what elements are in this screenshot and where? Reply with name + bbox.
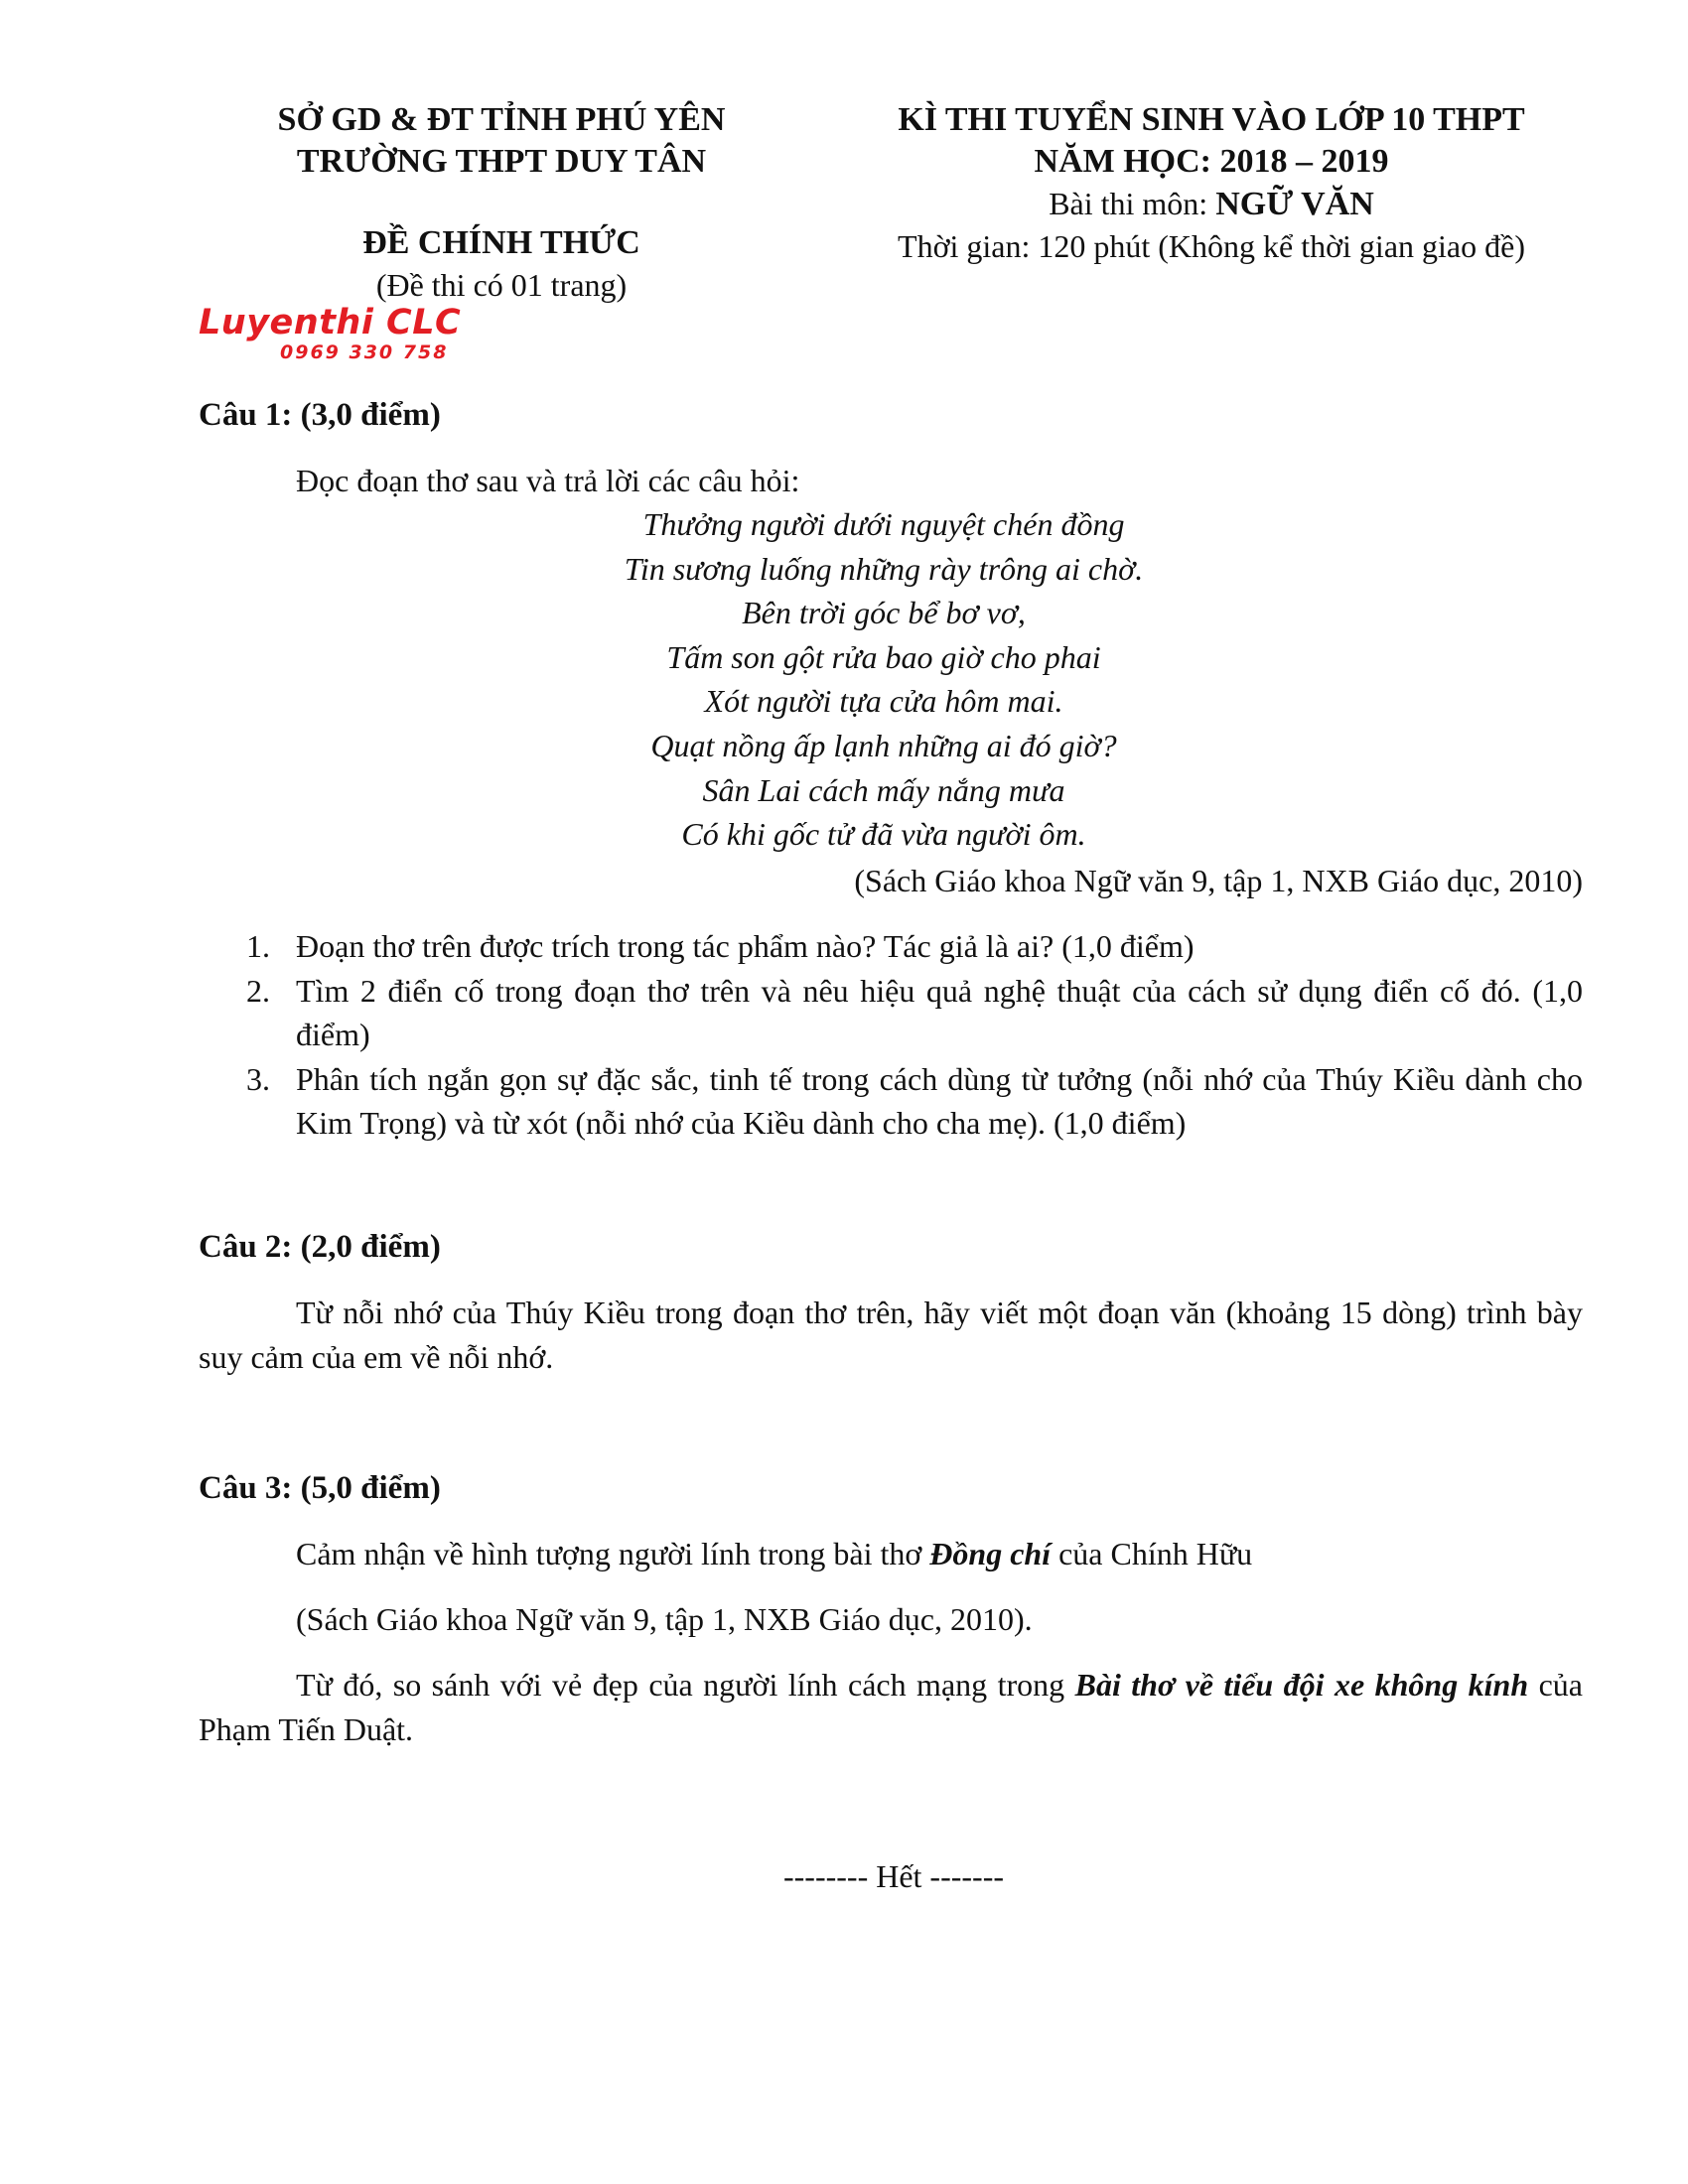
poem-line: Xót người tựa cửa hôm mai.	[704, 683, 1063, 720]
q3-line1	[296, 1532, 1583, 1576]
luyenthi-logo	[199, 305, 506, 364]
logo-phone: 0969 330 758	[280, 341, 449, 363]
q3-line3	[199, 1663, 1583, 1751]
exam-title: KÌ THI TUYỂN SINH VÀO LỚP 10 THPT	[898, 101, 1525, 138]
item-text: Tìm 2 điển cố trong đoạn thơ trên và nêu hiệu quả nghệ thuật của cách sử dụng điển cố đó. (1,0 điểm)	[296, 972, 1583, 1053]
item-number: 3.	[246, 1060, 270, 1097]
end-marker: -------- Hết -------	[782, 1858, 1005, 1894]
q1-poem	[298, 502, 1470, 857]
item-number: 2.	[246, 972, 270, 1009]
item-text: Đoạn thơ trên được trích trong tác phẩm nào? Tác giả là ai? (1,0 điểm)	[296, 928, 1195, 964]
poem-line: Thưởng người dưới nguyệt chén đồng	[642, 506, 1125, 542]
item-number: 1.	[246, 928, 270, 964]
poem-source: (Sách Giáo khoa Ngữ văn 9, tập 1, NXB Giáo dục, 2010)	[854, 863, 1583, 898]
q3-line1-pre: Cảm nhận về hình tượng người lính trong bài thơ	[296, 1536, 930, 1571]
subject-label: Bài thi môn:	[1049, 186, 1216, 221]
q3-line1-post: của Chính Hữu	[1051, 1536, 1253, 1571]
exam-time: Thời gian: 120 phút (Không kể thời gian giao đề)	[898, 228, 1525, 264]
header-left	[199, 99, 804, 183]
official-label: ĐỀ CHÍNH THỨC	[362, 224, 640, 261]
poem-line: Có khi gốc tử đã vừa người ôm.	[681, 816, 1086, 853]
logo-text: Luyenthi CLC	[199, 303, 462, 342]
poem-line: Tin sương luống những rày trông ai chờ.	[624, 550, 1144, 587]
poem-line: Quạt nồng ấp lạnh những ai đó giờ?	[650, 727, 1117, 763]
department-name: SỞ GD & ĐT TỈNH PHÚ YÊN	[277, 101, 726, 138]
item-text: Phân tích ngắn gọn sự đặc sắc, tinh tế trong cách dùng từ tưởng (nỗi nhớ của Thúy Kiều dành cho Kim Trọng) và từ xót (nỗi nhớ của Kiều dành cho cha mẹ). (1,0 điểm)	[296, 1060, 1583, 1142]
q1-item-list	[246, 924, 1583, 1153]
subject-name: NGỮ VĂN	[1215, 186, 1374, 222]
subject-line	[834, 183, 1589, 225]
poem-line: Bên trời góc bể bơ vơ,	[742, 595, 1026, 631]
q1-heading: Câu 1: (3,0 điểm)	[199, 397, 441, 433]
q3-line3-post: của Phạm Tiến Duật.	[199, 1667, 1584, 1747]
poem-line: Sân Lai cách mấy nắng mưa	[702, 771, 1065, 808]
q2-text: Từ nỗi nhớ của Thúy Kiều trong đoạn thơ trên, hãy viết một đoạn văn (khoảng 15 dòng) trình bày suy cảm của em về nỗi nhớ.	[199, 1295, 1583, 1375]
q3-poem-title-2: Bài thơ về tiểu đội xe không kính	[1074, 1667, 1529, 1703]
q1-intro: Đọc đoạn thơ sau và trả lời các câu hỏi:	[296, 463, 800, 498]
poem-line: Tấm son gột rửa bao giờ cho phai	[666, 638, 1101, 675]
header-right	[834, 99, 1589, 267]
q3-line3-pre: Từ đó, so sánh với vẻ đẹp của người lính cách mạng trong	[296, 1667, 1075, 1703]
q3-line2: (Sách Giáo khoa Ngữ văn 9, tập 1, NXB Giáo dục, 2010).	[296, 1601, 1033, 1637]
school-year: NĂM HỌC: 2018 – 2019	[1034, 143, 1389, 180]
q2-heading: Câu 2: (2,0 điểm)	[199, 1229, 441, 1265]
q3-heading: Câu 3: (5,0 điểm)	[199, 1470, 441, 1506]
q3-poem-title: Đồng chí	[929, 1536, 1052, 1571]
school-name: TRƯỜNG THPT DUY TÂN	[296, 143, 707, 180]
pages-note: (Đề thi có 01 trang)	[375, 267, 628, 303]
